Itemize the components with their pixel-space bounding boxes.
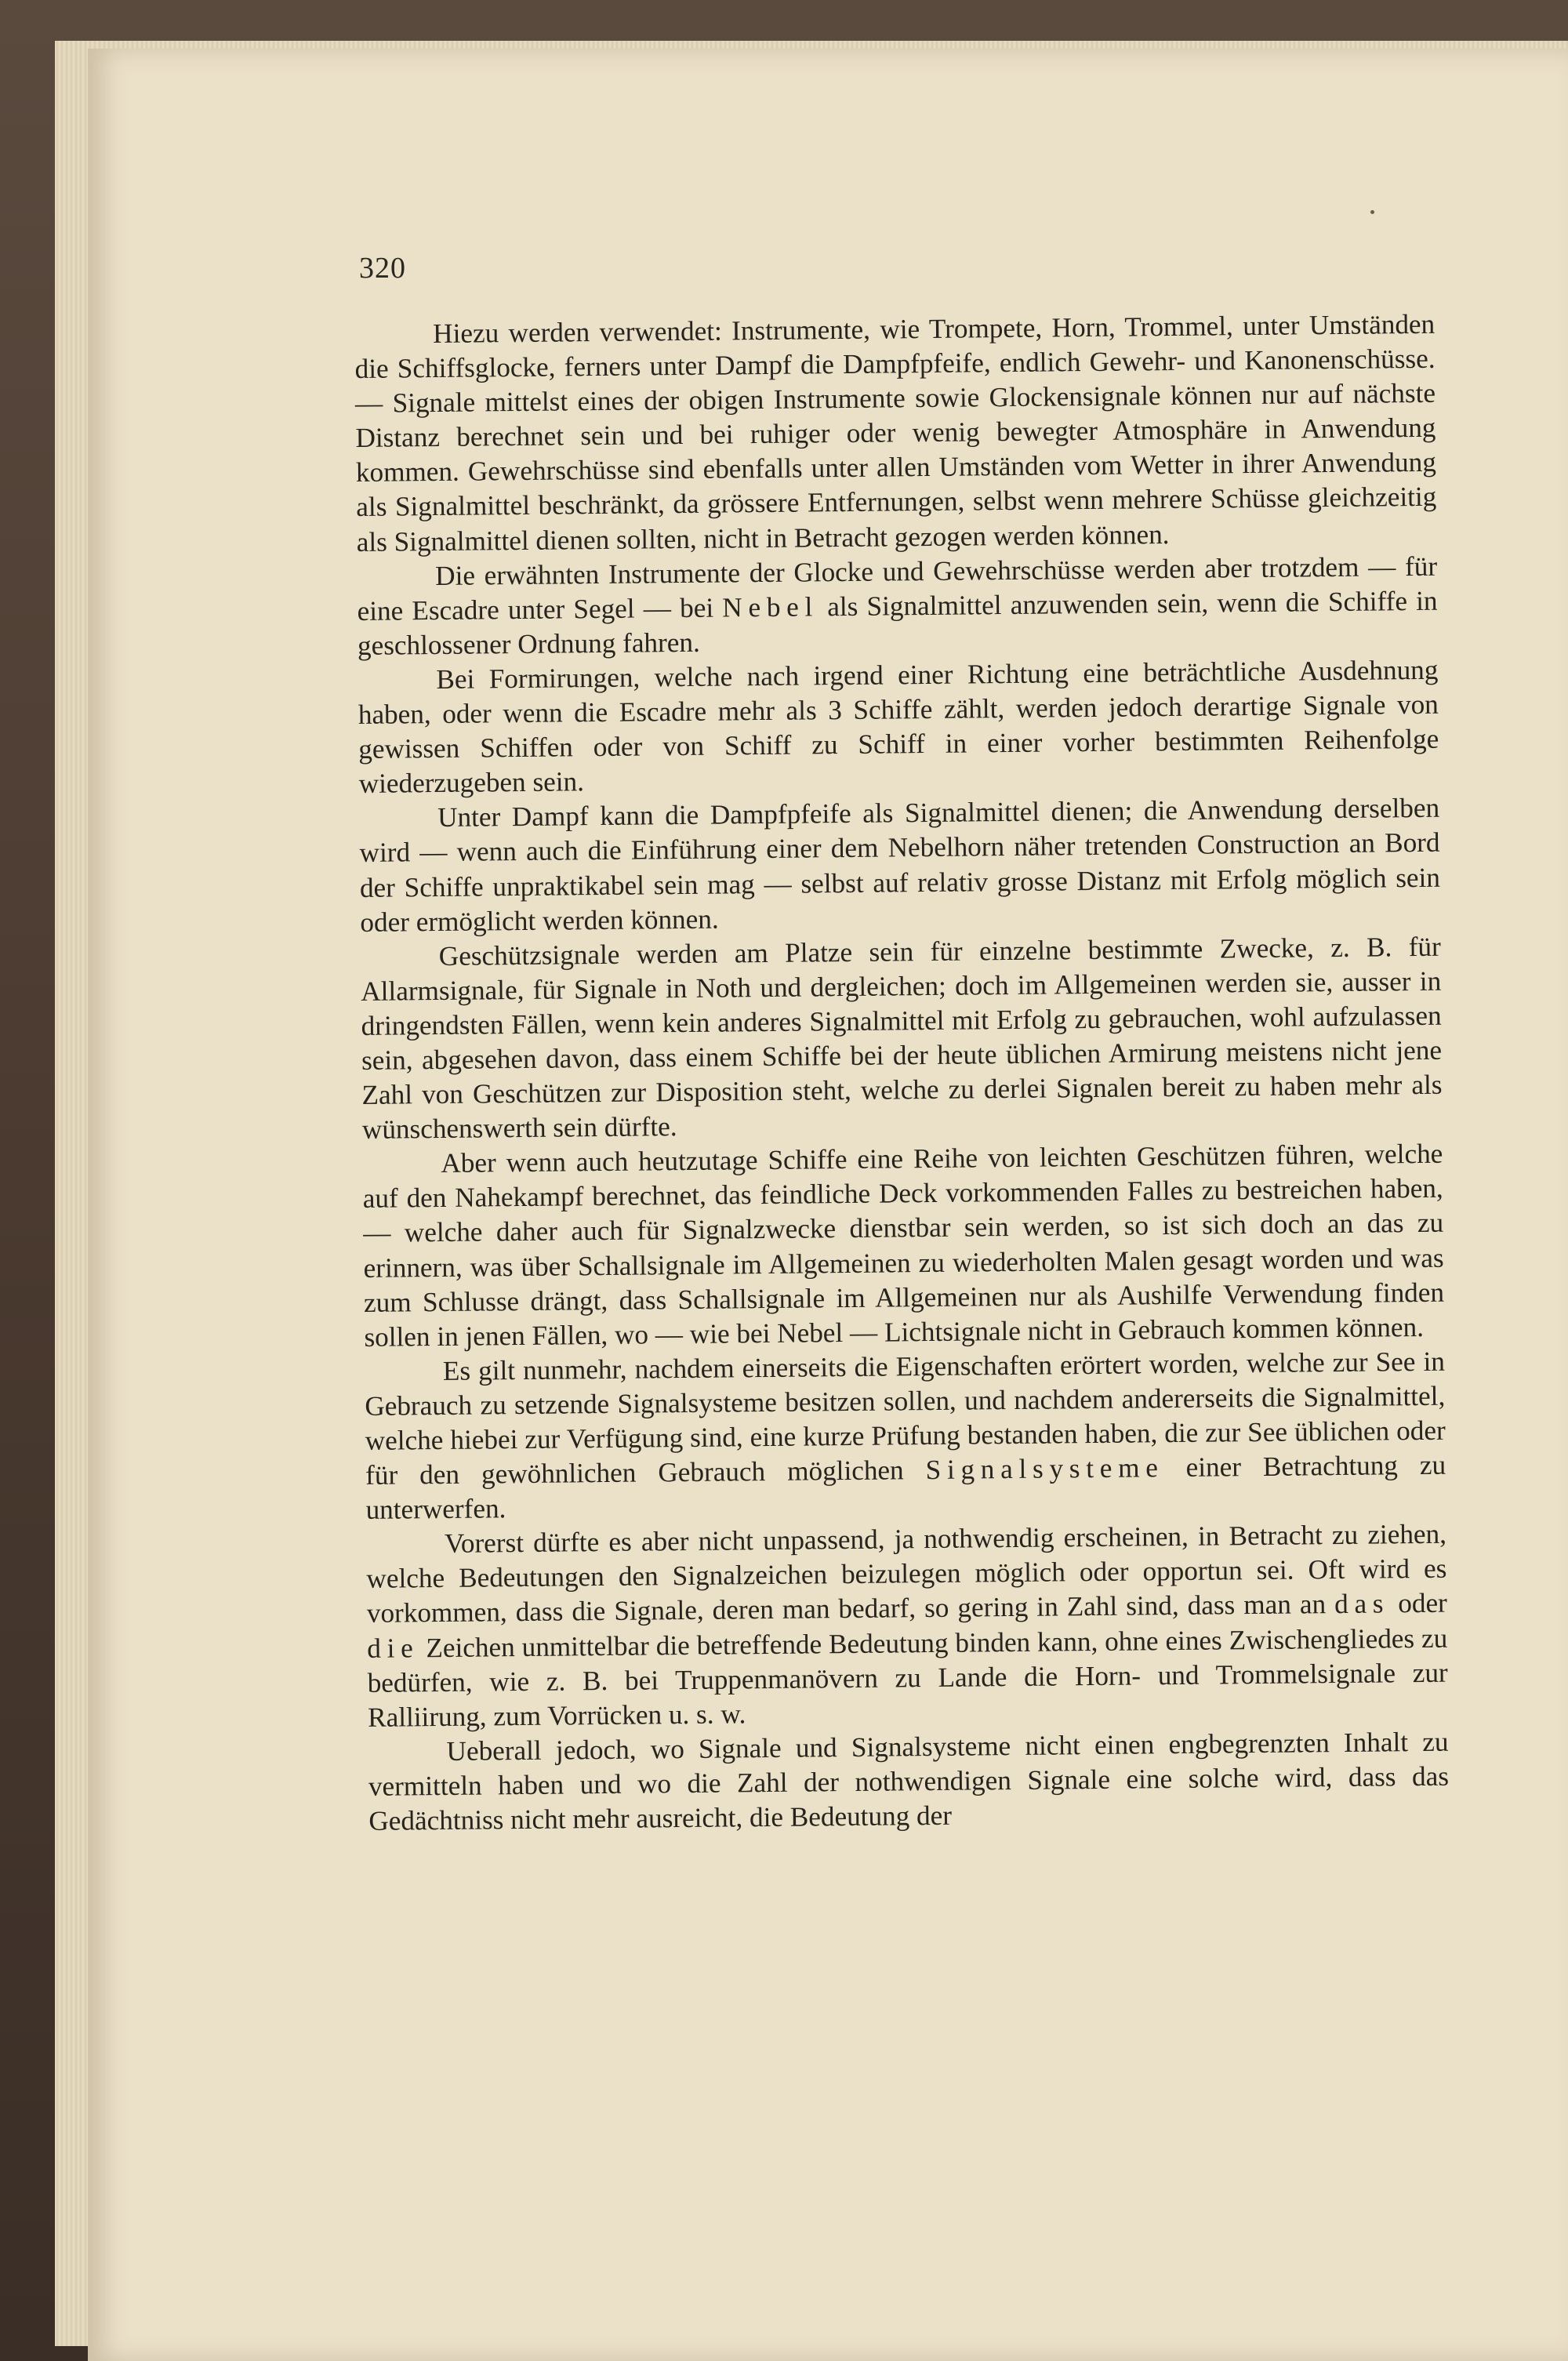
paragraph [365, 1345, 1446, 1528]
text-segment: Vorerst dürfte es aber nicht unpassend, ja nothwendig erscheinen, in Betracht zu ziehen, welche Bedeutungen den Signalzeichen beizulegen möglich oder opportun sei. Oft wird es vorkommen, dass die Signale, deren man bedarf, so gering in Zahl sind, dass man an [366, 1518, 1447, 1629]
emphasized-text: Nebel [722, 591, 819, 623]
text-segment: Es gilt nunmehr, nachdem einerseits die Eigenschaften erörtert worden, welche zur See in Gebrauch zu setzende Signalsysteme besitzen sollen, und nachdem andererseits die Signalmittel, welche hiebei zur Verfügung sind, eine kurze Prüfung bestanden haben, die zur See üblichen oder für den gewöhnlichen Gebrauch möglichen [365, 1346, 1446, 1491]
paragraph [368, 1725, 1449, 1840]
text-segment: oder [1389, 1588, 1447, 1619]
text-segment: Die erwähnten Instrumente der Glocke und Gewehrschüsse werden aber trotzdem — für eine Escadre unter Segel — bei [357, 550, 1438, 627]
text-segment: als Signalmittel anzuwenden sein, wenn die Schiffe in geschlossener Ordnung fahren. [357, 585, 1438, 661]
paragraph [361, 929, 1443, 1147]
body-text [354, 307, 1450, 1839]
text-segment: Bei Formirungen, welche nach irgend einer Richtung eine beträchtliche Ausdehnung haben, oder wenn die Escadre mehr als 3 Schiffe zählt, werden jedoch derartige Signale von gewissen Schiffen oder von Schiff zu Schiff in einer vorher bestimmten Reihenfolge wiederzugeben sein. [358, 654, 1439, 800]
text-segment: Aber wenn auch heutzutage Schiffe eine Reihe von leichten Geschützen führen, welche auf den Nahekampf berechnet, das feindliche Deck vorkommenden Falles zu bestreichen haben, — welche daher auch für Signalzwecke dienstbar sein werden, so ist sich doch an das zu erinnern, was über Schallsignale im Allgemeinen zu wiederholten Malen gesagt worden und was zum Schlusse drängt, dass Schallsignale im Allgemeinen nur als Aushilfe Verwendung finden sollen in jenen Fällen, wo — wie bei Nebel — Lichtsignale nicht in Gebrauch kommen können. [362, 1138, 1445, 1353]
text-segment: einer Betrachtung zu unterwerfen. [365, 1449, 1446, 1526]
paragraph [362, 1137, 1444, 1355]
emphasized-text: das [1334, 1588, 1390, 1620]
text-segment: Geschützsignale werden am Platze sein für einzelne bestimmte Zwecke, z. B. für Allarmsignale, für Signale in Noth und dergleichen; doch im Allgemeinen werden sie, ausser in dringendsten Fällen, wenn kein anderes Signalmittel mit Erfolg zu gebrauchen, wohl aufzulassen sein, abgesehen davon, dass einem Schiffe bei der heute üblichen Armirung meistens nicht jene Zahl von Geschützen zur Disposition steht, welche zu derlei Signalen bereit zu haben mehr als wünschenswerth sein dürfte. [361, 931, 1443, 1146]
paper-speck [1370, 210, 1374, 214]
paragraph [357, 549, 1438, 663]
emphasized-text: Signalsysteme [925, 1452, 1164, 1486]
paragraph [359, 791, 1441, 940]
text-segment: Hiezu werden verwendet: Instrumente, wie Trompete, Horn, Trommel, unter Umständen die Schiffsglocke, ferners unter Dampf die Dampfpfeife, endlich Gewehr- und Kanonenschüsse. — Signale mittelst eines der obigen Instrumente sowie Glockensignale können nur auf nächste Distanz berechnet sein und bei ruhiger oder wenig bewegter Atmosphäre in Anwendung kommen. Gewehrschüsse sind ebenfalls unter allen Umständen vom Wetter in ihrer Anwendung als Signalmittel beschränkt, da grössere Entfernungen, selbst wenn mehrere Schüsse gleichzeitig als Signalmittel dienen sollten, nicht in Betracht gezogen werden können. [354, 308, 1437, 558]
paragraph [366, 1517, 1448, 1735]
text-segment: Ueberall jedoch, wo Signale und Signalsysteme nicht einen engbegrenzten Inhalt zu vermitteln haben und wo die Zahl der nothwendigen Signale eine solche wird, dass das Gedächtniss nicht mehr ausreicht, die Bedeutung der [368, 1726, 1450, 1836]
text-segment: Unter Dampf kann die Dampfpfeife als Signalmittel dienen; die Anwendung derselben wird — wenn auch die Einführung einer dem Nebelhorn näher tretenden Construction an Bord der Schiffe unpraktikabel sein mag — selbst auf relativ grosse Distanz mit Erfolg möglich sein oder ermöglicht werden können. [359, 793, 1441, 938]
page-number: 320 [359, 252, 406, 285]
text-segment: Zeichen unmittelbar die betreffende Bedeutung binden kann, ohne eines Zwischengliedes zu bedürfen, wie z. B. bei Truppenmanövern zu Lande die Horn- und Trommelsignale zur Ralliirung, zum Vorrücken u. s. w. [367, 1622, 1448, 1733]
emphasized-text: die [367, 1632, 419, 1664]
paragraph [354, 307, 1437, 560]
paragraph [358, 653, 1439, 802]
